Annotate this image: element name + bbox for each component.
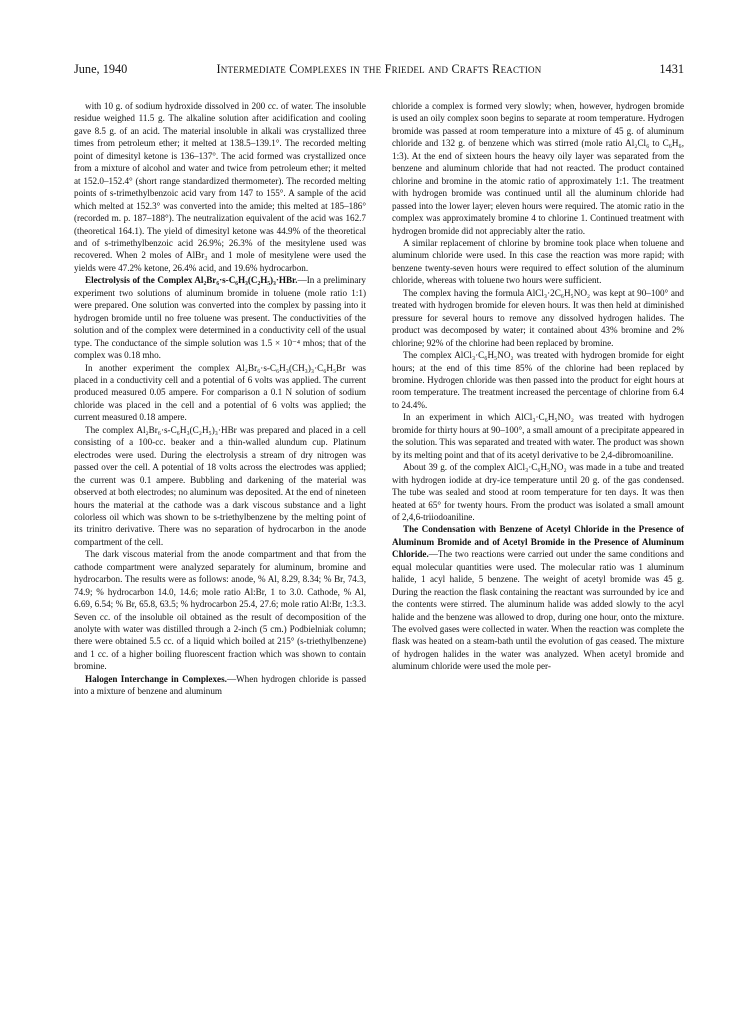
paragraph [74, 362, 366, 424]
section-heading: Electrolysis of the Complex Al₂Br₆·s-C₆H₃(C₂H₅)₃·HBr. [85, 275, 298, 286]
section-heading: Halogen Interchange in Complexes. [85, 673, 227, 684]
paragraph [74, 424, 366, 549]
paragraph-text: The complex having the formula AlCl₃·2C₆H₅NO₂ was kept at 90–100° and treated with hydrogen bromide for eleven hours. It was then held at diminished pressure for several hours to remove any dissolved hydrogen halides. The product was decomposed by water; it contained about 43% bromine and 2% chlorine; 92% of the chlorine had been replaced by bromine. [392, 287, 684, 348]
paragraph-text: A similar replacement of chlorine by bromine took place when toluene and aluminum chloride were used. In this case the reaction was more rapid; with benzene twenty-seven hours were required to effect solution of the aluminum chloride, whereas with toluene two hours were sufficient. [392, 237, 684, 286]
paragraph [392, 411, 684, 461]
paragraph-text: —In a preliminary experiment two solutions of aluminum bromide in toluene (mole ratio 1:1) were prepared. One solution was converted into the complex by passing into it hydrogen bromide until no free toluene was present. The conductivities of the solution and of the complex were determined in a conductivity cell of the usual type. The conductance of the simple solution was 1.5 × 10⁻⁴ mhos; that of the complex was 0.18 mho. [74, 275, 366, 361]
paragraph [74, 548, 366, 673]
paragraph [392, 461, 684, 523]
running-header [74, 62, 684, 80]
paragraph [392, 287, 684, 349]
paragraph-text: —The two reactions were carried out under the same conditions and equal molecular quantities were used. The molecular ratio was 1 aluminum halide, 1 acyl halide, 5 benzene. The weight of acetyl bromide was 45 g. During the reaction the flask containing the reactant was surrounded by ice and the contents were stirred. The aluminum halide was added slowly to the acyl halide and the benzene was allowed to drop, during one hour, onto the mixture. The evolved gases were collected in water. When the reaction was complete the flask was heated on a steam-bath until the evolution of gas ceased. The mixture of hydrogen halides in the water was analyzed. When acetyl bromide and aluminum chloride were used the mole per- [392, 549, 684, 672]
running-title: Intermediate Complexes in the Friedel and Crafts Reaction [216, 62, 542, 76]
paragraph-text: chloride a complex is formed very slowly; when, however, hydrogen bromide is used an oily complex soon begins to separate at room temperature. Hydrogen bromide was passed at room temperature into a mixture of 45 g. of aluminum chloride and 132 g. of benzene which was stirred (mole ratio Al₂Cl₆ to C₆H₆, 1:3). At the end of sixteen hours the heavy oily layer was separated from the benzene and aluminum chloride that had not reacted. The product contained chlorine and bromine in the atomic ratio of approximately 1:1. The treatment with hydrogen bromide was continued until all the aluminum chloride had passed into the lower layer; eleven hours were required. The atomic ratio in the complex was approximately bromine 4 to chlorine 1. Continued treatment with hydrogen bromide did not appreciably alter the ratio. [392, 101, 684, 236]
right-column [392, 100, 684, 673]
paragraph-text: The complex Al₂Br₆·s-C₆H₃(C₂H₅)₃·HBr was prepared and placed in a cell consisting of a 100-cc. beaker and a thin-walled alundum cup. Platinum electrodes were used. During the electrolysis a stream of dry nitrogen was passed over the cell. A potential of 18 volts across the electrodes was applied; the current was 0.1 ampere. Bubbling and darkening of the material was observed at both electrodes; no aluminum was deposited. At the end of nineteen hours the material at the cathode was a dark viscous substance and a light colorless oil which was shown to be s-triethylbenzene by the melting point of its trinitro derivative. There was no separation of hydrocarbon in the anode compartment of the cell. [74, 424, 366, 547]
paragraph-text: with 10 g. of sodium hydroxide dissolved in 200 cc. of water. The insoluble residue weighed 11.5 g. The alkaline solution after acidification and cooling gave 8.5 g. of an acid. The material insoluble in alkali was crystallized three times from petroleum ether; it melted at 138.5–139.1°. The recorded melting point of dimesityl ketone is 136–137°. The acid formed was crystallized once from a mixture of alcohol and water and twice from petroleum ether; it melted at 152.0–152.4° (short range standardized thermometer). The recorded melting points of s-trimethylbenzoic acid vary from 147 to 155°. A sample of the acid which melted at 152.3° was converted into the amide; this melted at 185–186° (recorded m. p. 187–188°). The neutralization equivalent of the acid was 162.7 (theoretical 164.1). The yield of dimesityl ketone was 44.9% of the theoretical and of s-trimethylbenzoic acid 26.9%; 26.3% of the mesitylene used was recovered. When 2 moles of AlBr₃ and 1 mole of mesitylene were used the yields were 47.2% ketone, 26.4% acid, and 19.6% hydrocarbon. [74, 101, 366, 273]
left-column [74, 100, 366, 698]
page-number: 1431 [659, 62, 684, 76]
paragraph-text: —When hydrogen chloride is passed into a mixture of benzene and aluminum [74, 673, 367, 697]
paragraph-text: About 39 g. of the complex AlCl₃·C₆H₅NO₂ was made in a tube and treated with hydrogen iodide at dry-ice temperature until 20 g. of the gas condensed. The tube was sealed and stood at room temperature for ten days. It was then heated at 65° for twenty hours. From the product was isolated a small amount of 2,4,6-triiodoaniline. [392, 462, 684, 522]
paragraph-text: In an experiment in which AlCl₃·C₆H₅NO₂ was treated with hydrogen bromide for thirty hours at 90–100°, a small amount of a precipitate appeared in the solution. This was separated and treated with water. The product was shown by its melting point and that of its acetyl derivative to be 2,4-dibromoaniline. [392, 412, 685, 460]
paragraph-text: In another experiment the complex Al₂Br₆·s-C₆H₃(CH₃)₃·C₆H₅Br was placed in a conductivity cell and a potential of 6 volts was applied. The current produced measured 0.05 ampere. For comparison a 0.1 N solution of sodium chloride was placed in the cell and a potential of 6 volts was applied; the current measured 0.18 ampere. [74, 362, 366, 423]
section-heading: The Condensation with Benzene of Acetyl Chloride in the Presence of Aluminum Bromide and of Acetyl Bromide in the Presence of Aluminum Chloride. [392, 524, 684, 560]
paragraph [74, 274, 366, 361]
paragraph [392, 237, 684, 287]
paragraph-text: The complex AlCl₃·C₆H₅NO₂ was treated with hydrogen bromide for eight hours; at the end of this time 85% of the chlorine had been replaced by bromine. Hydrogen chloride was then passed into the product for eight hours at room temperature. The treatment increased the percentage of chlorine from 6.4 to 24.4%. [392, 350, 684, 410]
paragraph [392, 349, 684, 411]
paragraph-text: The dark viscous material from the anode compartment and that from the cathode compartment were analyzed separately for aluminum, bromine and hydrocarbon. The results were as follows: anode, % Al, 8.29, 8.34; % Br, 74.3, 74.9; % hydrocarbon 14.0, 14.6; mole ratio Al:Br, 1 to 3.0. Cathode, % Al, 6.69, 6.54; % Br, 65.8, 63.5; % hydrocarbon 25.4, 27.6; mole ratio Al:Br, 1:3.3. Seven cc. of the insoluble oil obtained as the result of decomposition of the anolyte with water was distilled through a 2-inch (5 cm.) Podbielniak column; there were obtained 5.5 cc. of a liquid which boiled at 215° (s-triethylbenzene) and 1 cc. of a higher boiling fluorescent fraction which was shown to contain bromine. [74, 549, 366, 672]
paragraph [74, 100, 366, 274]
paragraph [392, 523, 684, 672]
paragraph [392, 100, 684, 237]
paragraph [74, 673, 366, 698]
issue-date: June, 1940 [74, 62, 128, 76]
